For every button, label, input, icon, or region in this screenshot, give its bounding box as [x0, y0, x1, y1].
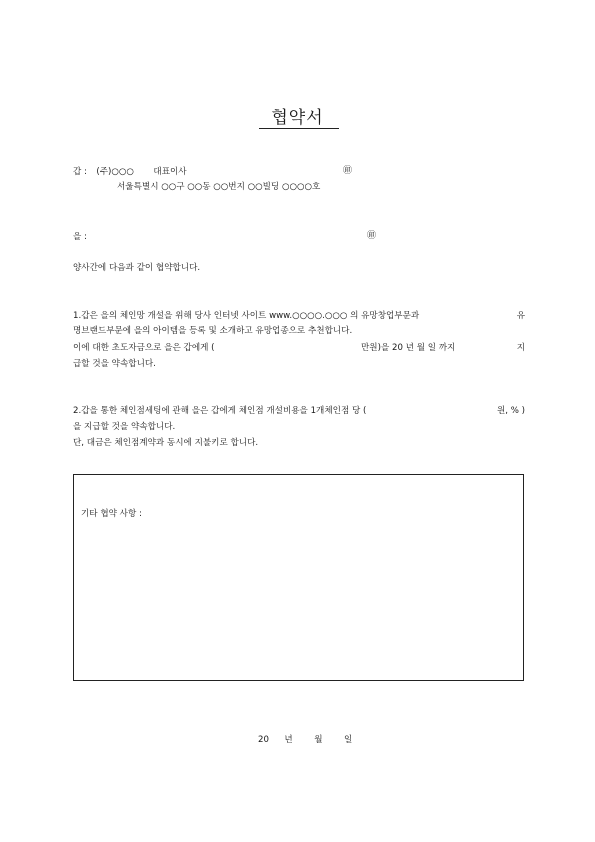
- party-a-prefix: 갑 :: [73, 167, 87, 177]
- date-month: 월: [314, 735, 323, 745]
- party-a-address: 서울특별시 ○○구 ○○동 ○○번지 ○○빌딩 ○○○○호: [117, 182, 321, 192]
- page-title: 협약서: [271, 108, 324, 128]
- intro-text: 양사간에 다음과 같이 협약합니다.: [73, 263, 201, 273]
- other-terms-box[interactable]: [73, 474, 524, 681]
- clause1-line3-end: 지: [516, 343, 525, 353]
- clause2-line3: 단, 대금은 체인점계약과 동시에 지불키로 합니다.: [73, 438, 259, 448]
- date-year-prefix: 20: [258, 735, 269, 745]
- party-a-role: 대표이사: [153, 167, 187, 177]
- date-day: 일: [343, 735, 353, 745]
- clause1-line1: [73, 311, 525, 322]
- clause1-line4: 급할 것을 약속합니다.: [73, 359, 156, 369]
- party-b-prefix: 을 :: [73, 232, 87, 242]
- clause2-line1: [73, 406, 525, 417]
- party-a-seal-icon: ㊞: [343, 166, 353, 176]
- clause1-line3-amount: 만원)을 20 년 월 일 까지: [361, 343, 456, 353]
- party-a-line: [73, 167, 187, 178]
- title-underline: [259, 128, 339, 129]
- signing-date: [258, 735, 352, 746]
- date-year: 년: [284, 735, 293, 745]
- clause1-line3: [73, 343, 525, 354]
- clause1-line1-end: 유: [516, 311, 525, 321]
- clause1-line3-text: 이에 대한 초도자금으로 을은 갑에게 (: [73, 343, 215, 353]
- clause1-line1-text: 1.갑은 을의 체인망 개설을 위해 당사 인터넷 사이트 www.○○○○.○○○ 의 유망창업부문과: [73, 311, 420, 321]
- clause2-line1-text: 2.갑을 통한 체인점세팅에 관해 을은 갑에게 체인점 개설비용을 1개체인점 당 (: [73, 406, 367, 416]
- party-b-seal-icon: ㊞: [367, 231, 377, 241]
- party-a-company: (주)○○○: [96, 167, 134, 177]
- clause1-line2: 명브랜드부문에 을의 아이템을 등록 및 소개하고 유망업종으로 추천합니다.: [73, 326, 353, 336]
- clause2-line2: 을 지급할 것을 약속합니다.: [73, 422, 176, 432]
- clause2-line1-end: 원, % ): [496, 406, 525, 416]
- other-terms-label: 기타 협약 사항 :: [81, 509, 142, 519]
